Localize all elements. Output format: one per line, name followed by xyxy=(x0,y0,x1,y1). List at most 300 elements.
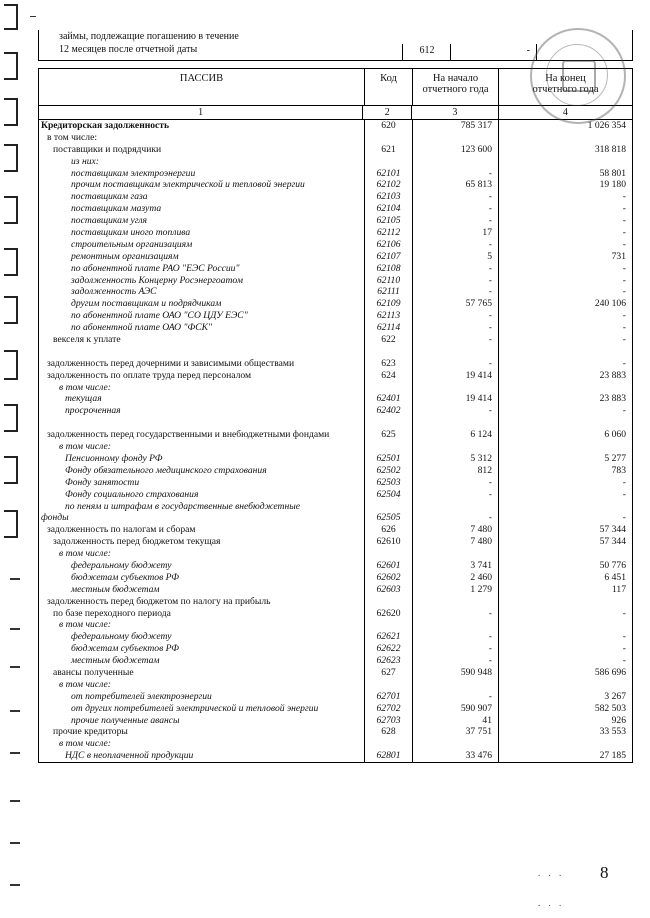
table-row xyxy=(39,572,632,584)
row-end-value xyxy=(498,441,632,453)
row-label: просроченная xyxy=(65,405,121,417)
table-row xyxy=(39,322,632,334)
row-start-value: 6 124 xyxy=(412,429,498,441)
row-code: 62622 xyxy=(364,643,412,655)
row-label: Кредиторская задолженность xyxy=(41,120,170,131)
row-label: задолженность перед дочерними и зависимыми обществами xyxy=(47,357,295,369)
official-seal xyxy=(530,28,626,124)
row-label: ремонтным организациям xyxy=(71,250,179,262)
row-label: в том числе: xyxy=(59,619,111,631)
row-label: задолженность по оплате труда перед персоналом xyxy=(47,369,252,381)
table-row xyxy=(39,560,632,572)
row-label: по абонентной плате ОАО "ФСК" xyxy=(71,322,213,334)
binder-clip xyxy=(4,196,18,224)
header-end-line1: На конец xyxy=(545,73,586,84)
row-label: в том числе: xyxy=(59,678,111,690)
row-start-value: 785 317 xyxy=(412,120,498,132)
table-row xyxy=(39,691,632,703)
row-start-value: - xyxy=(412,643,498,655)
page-number: 8 xyxy=(600,863,609,882)
row-end-value: - xyxy=(498,227,632,239)
row-label: задолженность перед бюджетом по налогу на прибыль xyxy=(47,595,271,607)
table-row xyxy=(39,477,632,489)
row-label: авансы полученные xyxy=(53,666,134,678)
table-row xyxy=(39,453,632,465)
row-start-value xyxy=(412,441,498,453)
row-code: 62503 xyxy=(364,477,412,489)
table-row xyxy=(39,298,632,310)
row-code: 62103 xyxy=(364,191,412,203)
row-label: по пеням и штрафам в государственные внебюджетные xyxy=(65,500,300,512)
table-body xyxy=(39,120,632,762)
row-label: векселя к уплате xyxy=(53,334,121,346)
row-code: 62109 xyxy=(364,298,412,310)
row-end-value: 117 xyxy=(498,584,632,596)
table-row xyxy=(39,370,632,382)
row-code: 62502 xyxy=(364,465,412,477)
row-label: другим поставщикам и подрядчикам xyxy=(71,298,222,310)
row-code: 62110 xyxy=(364,275,412,287)
row-start-value: - xyxy=(412,334,498,346)
table-row xyxy=(39,584,632,596)
table-row xyxy=(39,536,632,548)
row-label: в том числе: xyxy=(59,441,111,453)
row-end-value xyxy=(498,679,632,691)
row-start-value: 17 xyxy=(412,227,498,239)
row-start-value: 37 751 xyxy=(412,726,498,738)
row-end-value xyxy=(498,417,632,429)
row-end-value: - xyxy=(498,191,632,203)
table-row xyxy=(39,643,632,655)
row-label: текущая xyxy=(65,393,102,405)
header-code: Код xyxy=(364,69,412,105)
row-start-value: 812 xyxy=(412,465,498,477)
row-code: 627 xyxy=(364,667,412,679)
row-end-value xyxy=(498,548,632,560)
column-number: 4 xyxy=(498,106,632,119)
row-label: местным бюджетам xyxy=(71,583,160,595)
binder-clip xyxy=(4,510,18,538)
table-row xyxy=(39,358,632,370)
row-label: прочим поставщикам электрической и тепловой энергии xyxy=(71,179,305,191)
row-start-value: - xyxy=(412,203,498,215)
row-end-value xyxy=(498,501,632,513)
row-start-value: - xyxy=(412,322,498,334)
row-start-value: - xyxy=(412,168,498,180)
row-label: Фонду обязательного медицинского страхования xyxy=(65,464,267,476)
row-label: поставщикам иного топлива xyxy=(71,227,191,239)
column-number: 1 xyxy=(198,107,204,118)
row-start-value: 41 xyxy=(412,715,498,727)
row-label: поставщикам угля xyxy=(71,215,147,227)
row-start-value: - xyxy=(412,310,498,322)
table-row xyxy=(39,726,632,738)
row-start-value: - xyxy=(412,608,498,620)
binder-clip xyxy=(4,456,18,484)
binder-tick xyxy=(10,710,20,712)
row-code: 621 xyxy=(364,144,412,156)
row-code: 62501 xyxy=(364,453,412,465)
table-row xyxy=(39,120,632,132)
row-label: от потребителей электроэнергии xyxy=(71,690,212,702)
row-end-value: - xyxy=(498,215,632,227)
table-row xyxy=(39,679,632,691)
scan-marks: . . . . . . xyxy=(538,868,565,908)
row-code: 62623 xyxy=(364,655,412,667)
row-end-value: 582 503 xyxy=(498,703,632,715)
scan-mark xyxy=(30,16,36,17)
row-code: 624 xyxy=(364,370,412,382)
row-end-value xyxy=(498,346,632,358)
row-code: 62402 xyxy=(364,405,412,417)
row-label: федеральному бюджету xyxy=(71,559,172,571)
row-code: 62104 xyxy=(364,203,412,215)
row-end-value: - xyxy=(498,322,632,334)
row-start-value: - xyxy=(412,489,498,501)
row-end-value: 50 776 xyxy=(498,560,632,572)
row-code: 62701 xyxy=(364,691,412,703)
row-label: местным бюджетам xyxy=(71,655,160,667)
row-end-value xyxy=(498,619,632,631)
row-code: 62602 xyxy=(364,572,412,584)
row-label: поставщикам газа xyxy=(71,191,148,203)
table-row xyxy=(39,631,632,643)
row-label: Пенсионному фонду РФ xyxy=(65,452,163,464)
row-code: 62610 xyxy=(364,536,412,548)
table-row xyxy=(39,524,632,536)
row-end-value: 783 xyxy=(498,465,632,477)
row-label: прочие полученные авансы xyxy=(71,714,180,726)
table-row xyxy=(39,441,632,453)
row-end-value: 5 277 xyxy=(498,453,632,465)
row-start-value xyxy=(412,346,498,358)
row-end-value: - xyxy=(498,477,632,489)
table-row xyxy=(39,738,632,750)
row-label: задолженность Концерну Росэнергоатом xyxy=(71,274,243,286)
binder-tick xyxy=(10,666,20,668)
row-start-value xyxy=(412,738,498,750)
row-code: 62603 xyxy=(364,584,412,596)
row-start-value xyxy=(412,156,498,168)
row-label: задолженность АЭС xyxy=(71,286,157,298)
row-code xyxy=(364,346,412,358)
continued-row-line: займы, подлежащие погашению в течение xyxy=(59,31,239,42)
row-end-value xyxy=(498,382,632,394)
row-end-value: - xyxy=(498,489,632,501)
row-label: в том числе: xyxy=(59,738,111,750)
row-start-value: - xyxy=(412,215,498,227)
row-label: из них: xyxy=(71,155,99,167)
binder-tick xyxy=(10,752,20,754)
row-start-value: 1 279 xyxy=(412,584,498,596)
column-number: 2 xyxy=(362,106,411,119)
row-label: в том числе: xyxy=(59,548,111,560)
row-label: в том числе: xyxy=(47,131,98,143)
table-row xyxy=(39,251,632,263)
row-code xyxy=(364,619,412,631)
table-row xyxy=(39,156,632,168)
row-label: по абонентной плате ОАО "СО ЦДУ ЕЭС" xyxy=(71,310,248,322)
row-end-value: 240 106 xyxy=(498,298,632,310)
liabilities-table xyxy=(38,68,633,763)
binder-clip xyxy=(4,296,18,324)
table-row xyxy=(39,465,632,477)
table-row xyxy=(39,501,632,513)
row-code: 620 xyxy=(364,120,412,132)
row-end-value: 57 344 xyxy=(498,536,632,548)
row-end-value: - xyxy=(498,263,632,275)
row-code: 62801 xyxy=(364,750,412,762)
row-end-value: 27 185 xyxy=(498,750,632,762)
row-end-value: 6 451 xyxy=(498,572,632,584)
row-end-value: 3 267 xyxy=(498,691,632,703)
row-code xyxy=(364,738,412,750)
row-start-value xyxy=(412,417,498,429)
row-code: 62102 xyxy=(364,179,412,191)
row-start-value xyxy=(412,132,498,144)
row-label xyxy=(39,417,364,429)
row-end-value: 586 696 xyxy=(498,667,632,679)
row-label: Фонду занятости xyxy=(65,476,140,488)
row-start-value: 590 948 xyxy=(412,667,498,679)
row-start-value xyxy=(412,501,498,513)
row-code: 628 xyxy=(364,726,412,738)
table-row xyxy=(39,512,632,524)
row-code xyxy=(364,501,412,513)
row-label: в том числе: xyxy=(59,381,111,393)
row-start-value: 57 765 xyxy=(412,298,498,310)
table-row xyxy=(39,489,632,501)
row-label: поставщикам мазута xyxy=(71,203,162,215)
row-start-value: - xyxy=(412,655,498,667)
table-row xyxy=(39,132,632,144)
table-row xyxy=(39,655,632,667)
binder-clip xyxy=(4,404,18,432)
header-section: ПАССИВ xyxy=(179,73,224,84)
row-start-value: 2 460 xyxy=(412,572,498,584)
row-start-value: - xyxy=(412,239,498,251)
row-label: прочие кредиторы xyxy=(53,726,128,738)
table-row xyxy=(39,382,632,394)
table-row xyxy=(39,548,632,560)
continued-row-label xyxy=(59,30,239,56)
table-row xyxy=(39,144,632,156)
row-label: поставщики и подрядчики xyxy=(53,143,162,155)
row-code: 62703 xyxy=(364,715,412,727)
table-row xyxy=(39,179,632,191)
row-code xyxy=(364,548,412,560)
header-start-line1: На начало xyxy=(432,73,479,84)
row-code: 62504 xyxy=(364,489,412,501)
row-end-value: 926 xyxy=(498,715,632,727)
row-code: 62620 xyxy=(364,608,412,620)
binder-tick xyxy=(10,628,20,630)
row-start-value: 19 414 xyxy=(412,370,498,382)
row-end-value: 23 883 xyxy=(498,393,632,405)
binder-clip xyxy=(4,248,18,276)
table-row xyxy=(39,393,632,405)
row-end-value: - xyxy=(498,643,632,655)
row-start-value: 19 414 xyxy=(412,393,498,405)
row-start-value: - xyxy=(412,405,498,417)
table-row xyxy=(39,429,632,441)
row-start-value: - xyxy=(412,286,498,298)
binder-tick xyxy=(10,842,20,844)
row-start-value: - xyxy=(412,477,498,489)
row-start-value: - xyxy=(412,263,498,275)
table-row xyxy=(39,619,632,631)
row-code: 62112 xyxy=(364,227,412,239)
row-code: 62113 xyxy=(364,310,412,322)
row-start-value: 123 600 xyxy=(412,144,498,156)
table-row xyxy=(39,346,632,358)
row-label: строительным организациям xyxy=(71,238,193,250)
row-end-value: - xyxy=(498,310,632,322)
row-start-value: 5 xyxy=(412,251,498,263)
row-start-value xyxy=(412,619,498,631)
binder-tick xyxy=(10,884,20,886)
row-code: 623 xyxy=(364,358,412,370)
continued-row-code: 612 xyxy=(402,44,451,60)
row-label: бюджетам субъектов РФ xyxy=(71,571,179,583)
row-end-value: 731 xyxy=(498,251,632,263)
row-start-value: - xyxy=(412,191,498,203)
table-row xyxy=(39,275,632,287)
row-end-value xyxy=(498,596,632,608)
row-label: НДС в неоплаченной продукции xyxy=(65,750,194,762)
binder-tick xyxy=(10,800,20,802)
row-end-value: 33 553 xyxy=(498,726,632,738)
row-end-value: - xyxy=(498,631,632,643)
row-start-value: 33 476 xyxy=(412,750,498,762)
continued-row-line: 12 месяцев после отчетной даты xyxy=(59,44,198,55)
row-label: задолженность перед государственными и внебюджетными фондами xyxy=(47,429,330,441)
continued-row-start: - xyxy=(450,44,536,60)
row-start-value xyxy=(412,548,498,560)
row-code xyxy=(364,132,412,144)
row-start-value: 65 813 xyxy=(412,179,498,191)
row-label: фонды xyxy=(41,512,69,524)
row-code: 62106 xyxy=(364,239,412,251)
row-label: поставщикам электроэнергии xyxy=(71,167,196,179)
row-start-value: - xyxy=(412,512,498,524)
row-end-value: - xyxy=(498,655,632,667)
table-row xyxy=(39,191,632,203)
table-row xyxy=(39,334,632,346)
row-start-value: 5 312 xyxy=(412,453,498,465)
row-label: по абонентной плате РАО "ЕЭС России" xyxy=(71,262,240,274)
table-row xyxy=(39,215,632,227)
row-code: 62111 xyxy=(364,286,412,298)
row-code: 62108 xyxy=(364,263,412,275)
header-end-line2: отчетного года xyxy=(532,84,599,95)
binder-clip xyxy=(4,350,18,380)
row-code: 62505 xyxy=(364,512,412,524)
binder-clip xyxy=(4,144,18,172)
row-end-value: 19 180 xyxy=(498,179,632,191)
row-end-value: - xyxy=(498,286,632,298)
row-code: 62601 xyxy=(364,560,412,572)
binder-tick xyxy=(10,578,20,580)
row-code: 62702 xyxy=(364,703,412,715)
row-end-value xyxy=(498,132,632,144)
table-row xyxy=(39,239,632,251)
row-end-value xyxy=(498,738,632,750)
table-row xyxy=(39,667,632,679)
row-label: Фонду социального страхования xyxy=(65,488,199,500)
row-start-value xyxy=(412,596,498,608)
row-label: от других потребителей электрической и тепловой энергии xyxy=(71,702,319,714)
row-code: 625 xyxy=(364,429,412,441)
row-code xyxy=(364,441,412,453)
row-label xyxy=(39,346,364,358)
row-end-value: 318 818 xyxy=(498,144,632,156)
header-start-line2: отчетного года xyxy=(422,84,489,95)
row-start-value: 590 907 xyxy=(412,703,498,715)
row-code: 62105 xyxy=(364,215,412,227)
row-start-value xyxy=(412,679,498,691)
row-end-value: 6 060 xyxy=(498,429,632,441)
table-row xyxy=(39,203,632,215)
row-start-value: - xyxy=(412,275,498,287)
row-code xyxy=(364,417,412,429)
row-end-value: - xyxy=(498,512,632,524)
row-code xyxy=(364,156,412,168)
column-number: 3 xyxy=(411,106,498,119)
row-end-value: - xyxy=(498,239,632,251)
header-start xyxy=(412,69,498,105)
row-start-value: - xyxy=(412,691,498,703)
row-code: 622 xyxy=(364,334,412,346)
table-row xyxy=(39,263,632,275)
binder-clip xyxy=(4,52,18,80)
row-end-value: - xyxy=(498,334,632,346)
table-row xyxy=(39,310,632,322)
row-label: федеральному бюджету xyxy=(71,631,172,643)
row-start-value: 7 480 xyxy=(412,536,498,548)
table-row xyxy=(39,596,632,608)
row-start-value xyxy=(412,382,498,394)
row-code: 62114 xyxy=(364,322,412,334)
row-end-value xyxy=(498,156,632,168)
table-row xyxy=(39,286,632,298)
row-end-value: 57 344 xyxy=(498,524,632,536)
row-code: 62107 xyxy=(364,251,412,263)
table-row xyxy=(39,405,632,417)
table-row xyxy=(39,715,632,727)
binder-edge xyxy=(0,0,30,914)
row-code: 62621 xyxy=(364,631,412,643)
row-end-value: - xyxy=(498,203,632,215)
row-label: задолженность по налогам и сборам xyxy=(47,524,196,536)
row-start-value: 3 741 xyxy=(412,560,498,572)
row-end-value: 1 026 354 xyxy=(498,120,632,132)
binder-clip xyxy=(4,4,18,30)
row-code xyxy=(364,596,412,608)
row-end-value: - xyxy=(498,608,632,620)
row-code: 62401 xyxy=(364,393,412,405)
table-row xyxy=(39,608,632,620)
table-row xyxy=(39,417,632,429)
row-end-value: 58 801 xyxy=(498,168,632,180)
table-row xyxy=(39,703,632,715)
row-end-value: - xyxy=(498,358,632,370)
row-end-value: - xyxy=(498,405,632,417)
row-label: бюджетам субъектов РФ xyxy=(71,643,179,655)
row-start-value: - xyxy=(412,358,498,370)
table-row xyxy=(39,227,632,239)
row-start-value: - xyxy=(412,631,498,643)
